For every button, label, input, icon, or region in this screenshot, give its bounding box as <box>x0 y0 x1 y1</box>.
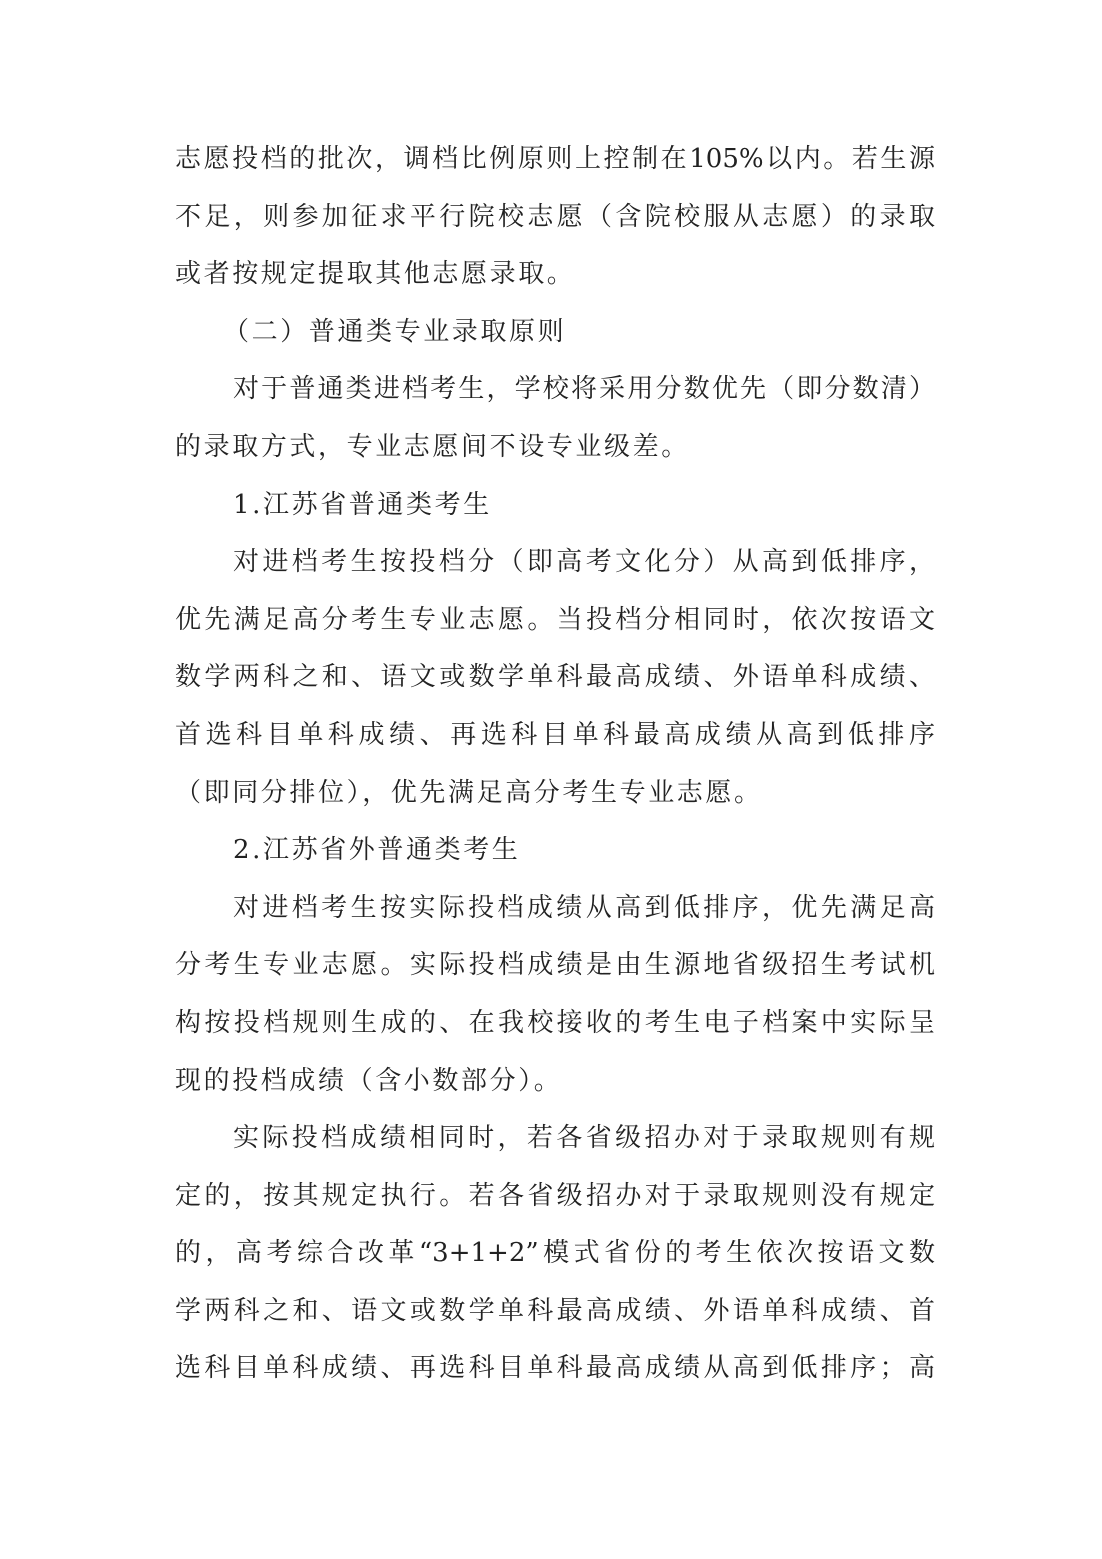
paragraph-line: 志愿投档的批次，调档比例原则上控制在105%以内。若生源 <box>175 144 935 174</box>
paragraph-line: 优先满足高分考生专业志愿。当投档分相同时，依次按语文 <box>175 604 935 635</box>
paragraph-line: 对于普通类进档考生，学校将采用分数优先（即分数清） <box>233 374 935 405</box>
paragraph-line: 选科目单科成绩、再选科目单科最高成绩从高到低排序；高 <box>175 1353 935 1384</box>
paragraph-line: 分考生专业志愿。实际投档成绩是由生源地省级招生考试机 <box>175 950 935 981</box>
section-heading: （二）普通类专业录取原则 <box>223 316 567 347</box>
paragraph-line: 实际投档成绩相同时，若各省级招办对于录取规则有规 <box>233 1123 935 1154</box>
paragraph-line: 构按投档规则生成的、在我校接收的考生电子档案中实际呈 <box>175 1007 935 1038</box>
paragraph-line: 数学两科之和、语文或数学单科最高成绩、外语单科成绩、 <box>175 662 935 693</box>
paragraph-line: 定的，按其规定执行。若各省级招办对于录取规则没有规定 <box>175 1180 935 1211</box>
paragraph-line: 或者按规定提取其他志愿录取。 <box>175 259 576 290</box>
subsection-heading: 1.江苏省普通类考生 <box>233 489 492 520</box>
paragraph-line: 对进档考生按投档分（即高考文化分）从高到低排序， <box>233 547 935 578</box>
paragraph-line: 对进档考生按实际投档成绩从高到低排序，优先满足高 <box>233 892 935 923</box>
paragraph-line: 学两科之和、语文或数学单科最高成绩、外语单科成绩、首 <box>175 1295 935 1326</box>
paragraph-line: （即同分排位），优先满足高分考生专业志愿。 <box>175 777 763 808</box>
paragraph-line: 不足，则参加征求平行院校志愿（含院校服从志愿）的录取 <box>175 201 935 232</box>
paragraph-line: 的，高考综合改革“3+1+2”模式省份的考生依次按语文数 <box>175 1238 935 1269</box>
paragraph-line: 现的投档成绩（含小数部分）。 <box>175 1065 563 1096</box>
paragraph-line: 的录取方式，专业志愿间不设专业级差。 <box>175 431 690 462</box>
subsection-heading: 2.江苏省外普通类考生 <box>233 835 521 866</box>
paragraph-line: 首选科目单科成绩、再选科目单科最高成绩从高到低排序 <box>175 719 935 750</box>
document-body <box>175 131 935 1398</box>
